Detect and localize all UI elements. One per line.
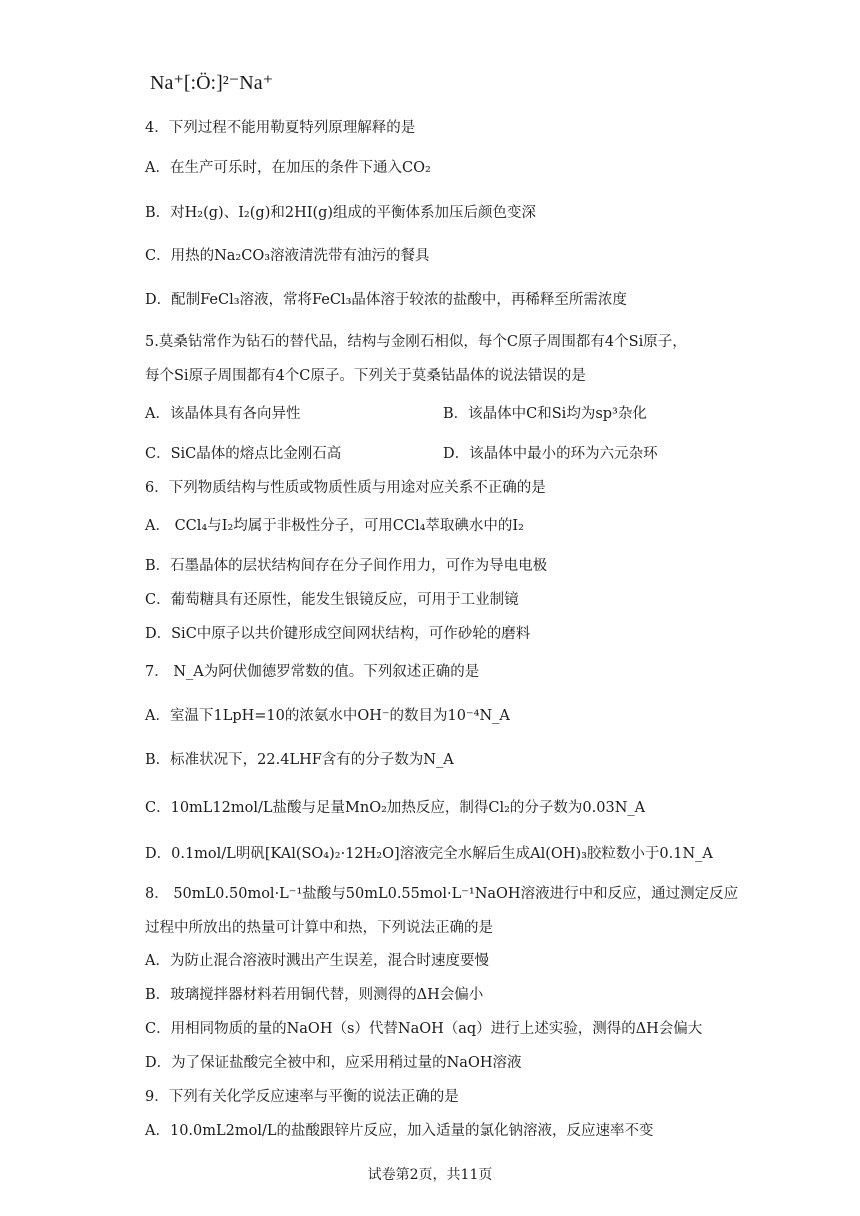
q4-stem: 4．下列过程不能用勒夏特列原理解释的是 <box>145 120 416 136</box>
q7-stem: 7． N_A为阿伏伽德罗常数的值。下列叙述正确的是 <box>145 664 480 680</box>
q8-option-a: A．为防止混合溶液时溅出产生误差，混合时速度要慢 <box>145 953 489 969</box>
q4-option-c: C．用热的Na₂CO₃溶液清洗带有油污的餐具 <box>145 248 430 264</box>
q9-stem: 9．下列有关化学反应速率与平衡的说法正确的是 <box>145 1089 459 1105</box>
q7-option-d: D．0.1mol/L明矾[KAl(SO₄)₂·12H₂O]溶液完全水解后生成Al(OH)₃胶粒数小于0.1N_A <box>145 846 713 862</box>
q5-option-b: B．该晶体中C和Si均为sp³杂化 <box>443 406 647 422</box>
q8-stem-line1: 8． 50mL0.50mol·L⁻¹盐酸与50mL0.55mol·L⁻¹NaOH溶液进行中和反应，通过测定反应 <box>145 886 739 902</box>
sodium-peroxide-formula: Na⁺[:Ö:]²⁻Na⁺ <box>150 72 274 94</box>
q5-stem-line2: 每个Si原子周围都有4个C原子。下列关于莫桑钻晶体的说法错误的是 <box>145 368 586 384</box>
page-footer: 试卷第2页，共11页 <box>367 1167 493 1183</box>
q6-stem: 6．下列物质结构与性质或物质性质与用途对应关系不正确的是 <box>145 480 546 496</box>
q5-stem-line1: 5.莫桑钻常作为钻石的替代品，结构与金刚石相似，每个C原子周围都有4个Si原子， <box>145 334 687 350</box>
q4-option-b: B．对H₂(g)、I₂(g)和2HI(g)组成的平衡体系加压后颜色变深 <box>145 205 537 221</box>
q7-option-b: B．标准状况下，22.4LHF含有的分子数为N_A <box>145 752 454 768</box>
q4-option-d: D．配制FeCl₃溶液，常将FeCl₃晶体溶于较浓的盐酸中，再稀释至所需浓度 <box>145 292 627 308</box>
q6-option-d: D．SiC中原子以共价键形成空间网状结构，可作砂轮的磨料 <box>145 626 531 642</box>
q7-option-c: C．10mL12mol/L盐酸与足量MnO₂加热反应，制得Cl₂的分子数为0.03N_A <box>145 800 646 816</box>
q7-option-a: A．室温下1LpH=10的浓氨水中OH⁻的数目为10⁻⁴N_A <box>145 708 510 724</box>
q4-option-a: A．在生产可乐时，在加压的条件下通入CO₂ <box>145 160 431 176</box>
q6-option-b: B．石墨晶体的层状结构间存在分子间作用力，可作为导电电极 <box>145 558 548 574</box>
q8-option-c: C．用相同物质的量的NaOH（s）代替NaOH（aq）进行上述实验，测得的ΔH会偏大 <box>145 1021 703 1037</box>
q8-stem-line2: 过程中所放出的热量可计算中和热，下列说法正确的是 <box>145 920 493 936</box>
q6-option-a: A． CCl₄与I₂均属于非极性分子，可用CCl₄萃取碘水中的I₂ <box>145 518 524 534</box>
q5-option-a: A．该晶体具有各向异性 <box>145 406 301 422</box>
q5-option-d: D．该晶体中最小的环为六元杂环 <box>443 446 658 462</box>
q8-option-d: D．为了保证盐酸完全被中和，应采用稍过量的NaOH溶液 <box>145 1055 522 1071</box>
q6-option-c: C．葡萄糖具有还原性，能发生银镜反应，可用于工业制镜 <box>145 592 519 608</box>
q8-option-b: B．玻璃搅拌器材料若用铜代替，则测得的ΔH会偏小 <box>145 987 484 1003</box>
q5-option-c: C．SiC晶体的熔点比金刚石高 <box>145 446 342 462</box>
q9-option-a: A．10.0mL2mol/L的盐酸跟锌片反应，加入适量的氯化钠溶液，反应速率不变 <box>145 1123 654 1139</box>
